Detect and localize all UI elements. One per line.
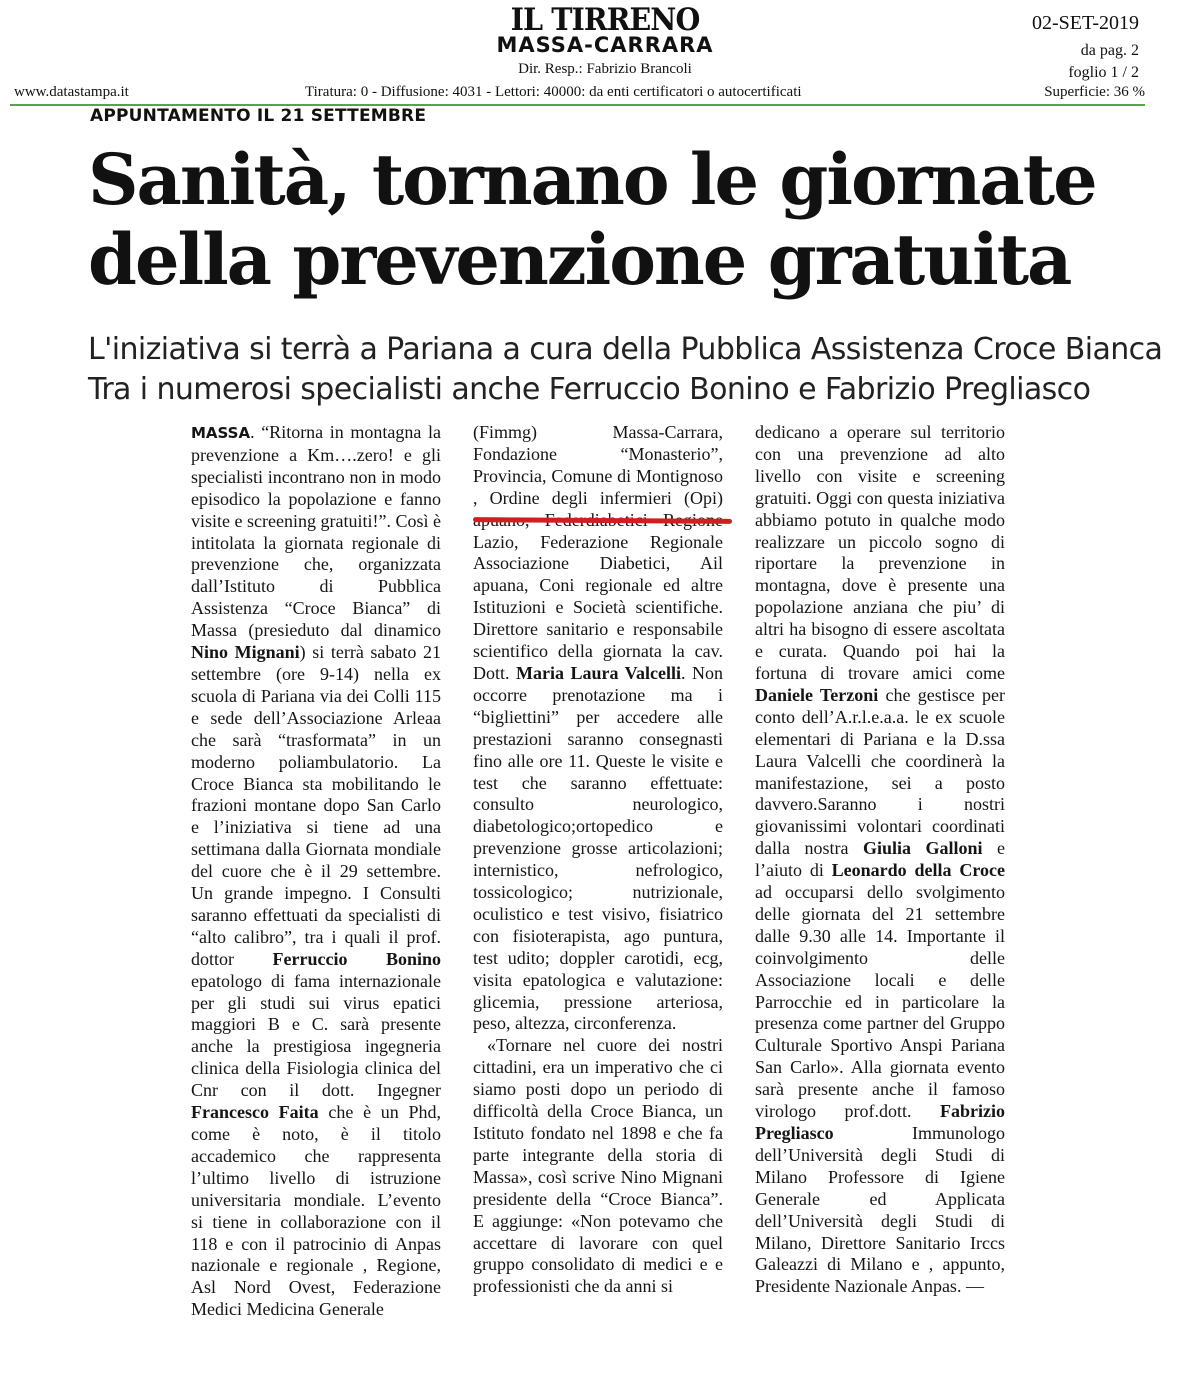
article-kicker: APPUNTAMENTO IL 21 SETTEMBRE (90, 106, 427, 126)
deck-line: Tra i numerosi specialisti anche Ferruccio Bonino e Fabrizio Pregliasco (88, 372, 1091, 407)
circulation-info: Tiratura: 0 - Diffusione: 4031 - Lettori: 40000: da enti certificatori o autocertificati (305, 84, 802, 100)
body-paragraph: «Tornare nel cuore dei nostri cittadini, era un imperativo che ci siamo posti dopo un periodo di difficoltà della Croce Bianca, un Istituto fondato nel 1898 e che fa parte integrante della storia di Massa», così scrive Nino Mignani presidente della “Croce Bianca”. E aggiunge: «Non potevamo che accettare di lavorare con quel gruppo consolidato di medici e e professionisti che da anni si (473, 1035, 723, 1297)
body-text: che è un Phd, come è noto, è il titolo accademico che rappresenta l’ultimo livello di istruzione universitaria mondiale. L’evento si tiene in collaborazione con il 118 e con il patrocinio di Anpas nazionale e regionale , Regione, Asl Nord Ovest, Federazione Medici Medicina Generale (191, 1102, 441, 1320)
info-row (0, 84, 1145, 102)
newspaper-logo: IL TIRRENO (510, 2, 700, 38)
dateline: MASSA (191, 424, 251, 442)
body-column-2 (473, 422, 723, 1298)
person-name: Giulia Galloni (862, 838, 983, 859)
edition-name: MASSA-CARRARA (496, 33, 714, 57)
article-headline (88, 140, 1148, 300)
body-text: Immunologo dell’Università degli Studi di Milano Professore di Igiene Generale ed Applicata dell’Università degli Studi di Milano, Direttore Sanitario Irccs Galeazzi di Milano e , appunto, Presidente Nazionale Anpas. — (755, 1123, 1005, 1297)
person-name: Francesco Faita (191, 1102, 319, 1123)
body-paragraph (755, 422, 1005, 1298)
issue-date: 02-SET-2019 (1031, 12, 1139, 34)
surface-info: Superficie: 36 % (1044, 84, 1145, 100)
sheet-ref: foglio 1 / 2 (1068, 64, 1139, 81)
body-text: ad occuparsi dello svolgimento delle giornata del 21 settembre dalle 9.30 alle 14. Importante il coinvolgimento delle Associazione locali e delle Parrocchie ed in particolare la presenza come partner del Gruppo Culturale Sportivo Anspi Pariana San Carlo». Alla giornata evento sarà presente anche il famoso virologo prof.dott. (755, 882, 1005, 1122)
body-text: ) si terrà sabato 21 settembre (ore 9-14) nella ex scuola di Pariana via dei Colli 115 e sede dell’Associazione Arleaa che sarà “trasformata” in un moderno poliambulatorio. La Croce Bianca sta mobilitando le frazioni montane dopo San Carlo e l’iniziativa si tiene ad una settimana dalla Giornata mondiale del cuore che è il 29 settembre. Un grande impegno. I Consulti saranno effettuati da specialisti di “alto calibro”, tra i quali il prof. dottor (191, 642, 442, 969)
body-text: dedicano a operare sul territorio con una prevenzione ad alto livello con visite e screening gratuiti. Oggi con questa iniziativa abbiamo potuto in qualche modo realizzare un piccolo sogno di riportare la prevenzione in montagna, dove è presente una popolazione anziana che piu’ di altri ha bisogno di essere ascoltata e curata. Quando poi hai la fortuna di trovare amici come (755, 422, 1005, 683)
body-paragraph (473, 422, 723, 1035)
person-name: Maria Laura Valcelli (516, 662, 681, 683)
person-name: Ferruccio Bonino (272, 948, 442, 969)
page-ref: da pag. 2 (1080, 42, 1139, 59)
headline-line: della prevenzione gratuita (88, 218, 1071, 301)
body-text: epatologo di fama internazionale per gli studi sui virus epatici maggiori B e C. sarà presente anche la prestigiosa ingegneria clinica della Fisiologia clinica del Cnr con il dott. Ingegner (191, 970, 441, 1101)
headline-line: Sanità, tornano le giornate (88, 138, 1096, 221)
body-text: che gestisce per conto dell’A.r.l.e.a.a. le ex scuole elementari di Pariana e la D.ssa Laura Valcelli che coordinerà la manifestazione, sei a posto davvero.Saranno i nostri giovanissimi volontari coordinati dalla nostra (755, 684, 1005, 859)
deck-line: L'iniziativa si terrà a Pariana a cura della Pubblica Assistenza Croce Bianca (88, 332, 1163, 367)
website-link[interactable]: www.datastampa.it (14, 84, 129, 100)
person-name: Daniele Terzoni (755, 684, 879, 705)
director-line: Dir. Resp.: Fabrizio Brancoli (518, 61, 692, 77)
person-name: Fabrizio Pregliasco (755, 1101, 1005, 1143)
person-name: Nino Mignani (191, 642, 300, 663)
body-text: Lazio, Federazione Regionale Associazione Diabetici, Ail apuana, Coni regionale ed altre Istituzioni e Società scientifiche. Direttore sanitario e responsabile scientifico della giornata la cav. Dott. (473, 531, 723, 683)
body-column-1 (191, 422, 441, 1321)
highlighted-text: Ordine degli infermieri (Opi) (489, 487, 723, 508)
body-text: e l’aiuto di (755, 838, 1005, 881)
body-paragraph (191, 422, 441, 1321)
body-text: (Fimmg) Massa-Carrara, Fondazione “Monasterio”, Provincia, Comune di Montignoso , (473, 422, 723, 508)
masthead (0, 0, 1179, 112)
body-text: . Non occorre prenotazione ma i “bigliettini” per accedere alle prestazioni saranno consegnasti fino alle ore 11. Queste le visite e test che saranno effettuate: consulto neurologico, diabetologico;ortopedico e prevenzione grosse articolazioni; internistico, nefrologico, tossicologico; nutrizionale, oculistico e test visivo, fisiatrico con fisioterapista, ago puntura, test udito; doppler carotidi, ecg, visita epatologica e valutazione: glicemia, pressione arteriosa, peso, altezza, circonferenza. (473, 662, 723, 1034)
body-column-3 (755, 422, 1005, 1298)
body-text: . “Ritorna in montagna la prevenzione a Km….zero! e gli specialisti incontrano non in modo episodico la popolazione e fanno visite e screening gratuiti!”. Così è intitolata la giornata regionale di prevenzione che, organizzata dall’Istituto di Pubblica Assistenza “Croce Bianca” di Massa (presieduto dal dinamico (191, 422, 441, 641)
article-deck (88, 330, 1163, 410)
person-name: Leonardo della Croce (831, 860, 1005, 881)
